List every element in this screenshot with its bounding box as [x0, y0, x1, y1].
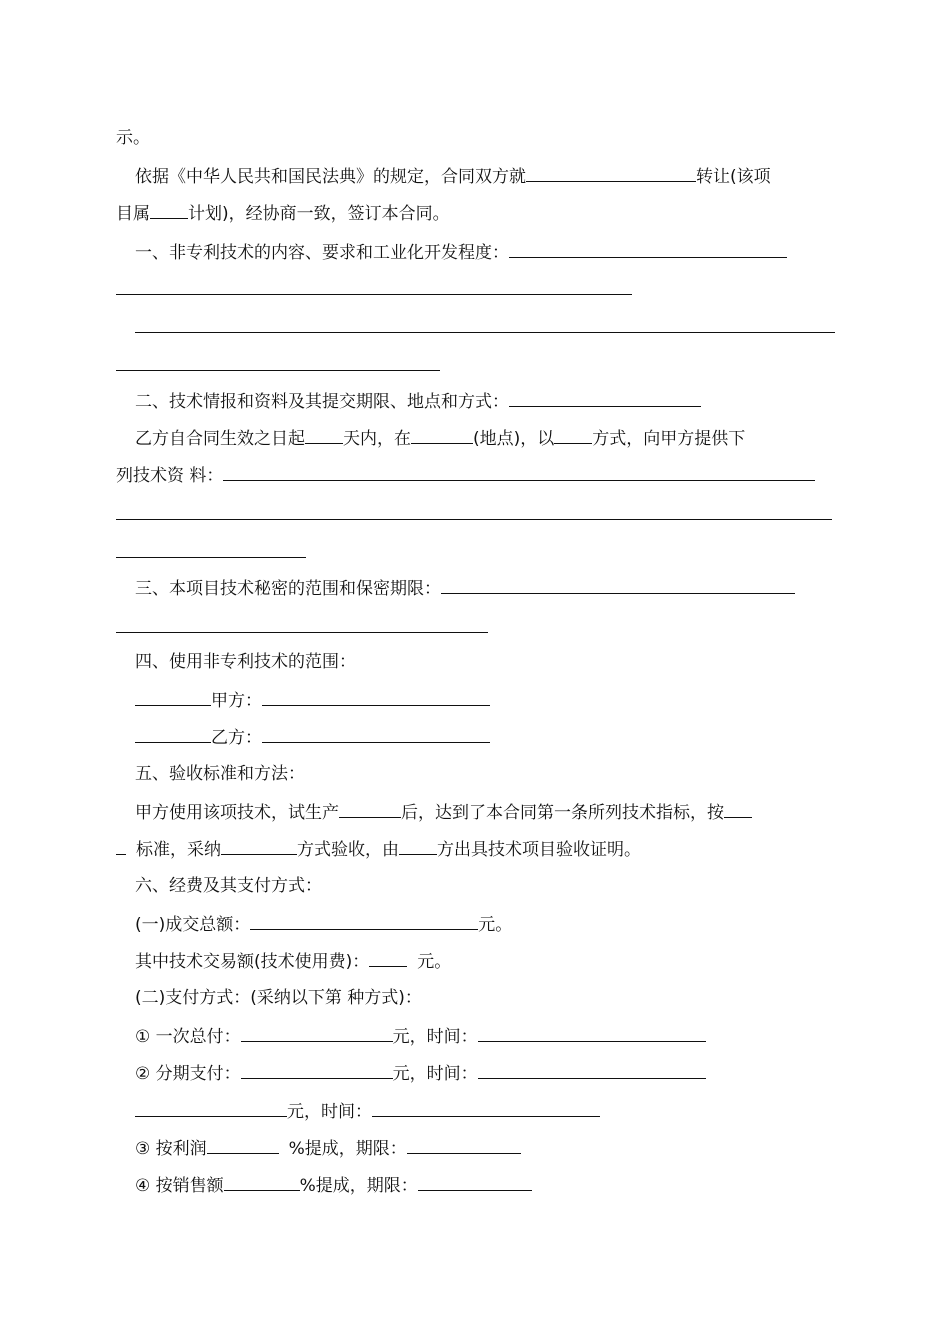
blank-install-amount: [241, 1061, 393, 1079]
section-6-heading: 六、经费及其支付方式：: [135, 876, 322, 896]
payment-installment: ② 分期支付： 元，时间：: [135, 1061, 836, 1085]
blank-section-3: [441, 576, 795, 594]
tech-fee: 其中技术交易额(技术使用费)： 元。: [135, 949, 836, 973]
payment-lump-sum: ① 一次总付： 元，时间：: [135, 1024, 836, 1048]
section-5-line-1: 甲方使用该项技术，试生产 后，达到了本合同第一条所列技术指标，按: [135, 800, 836, 824]
blank-install-time: [478, 1061, 706, 1079]
blank-sales-term: [418, 1173, 532, 1191]
payment-installment-2: 元，时间：: [135, 1099, 836, 1123]
blank-scope-b: [135, 725, 211, 743]
blank-install-time-2: [372, 1099, 600, 1117]
blank-total: [250, 912, 478, 930]
blank-section-1: [509, 240, 787, 258]
blank-profit-term: [407, 1136, 521, 1154]
blank-line: [116, 632, 488, 633]
continued-text: 示。: [116, 128, 150, 148]
blank-standard-cont: [116, 837, 126, 855]
section-2-line-1: 乙方自合同生效之日起 天内，在 (地点)，以 方式，向甲方提供下: [135, 426, 836, 450]
blank-line: [116, 370, 440, 371]
payment-sales-share: ④ 按销售额 %提成，期限：: [135, 1173, 836, 1197]
blank-install-amount-2: [135, 1099, 287, 1117]
section-2-heading: 二、技术情报和资料及其提交期限、地点和方式：: [135, 389, 836, 413]
blank-materials: [223, 463, 815, 481]
blank-certifier: [399, 837, 437, 855]
blank-line: [135, 332, 835, 333]
blank-profit-percent: [207, 1136, 279, 1154]
blank-section-2: [509, 389, 701, 407]
blank-standard: [724, 800, 752, 818]
preamble-line-2: 目属 计划)，经协商一致，签订本合同。: [116, 201, 836, 225]
section-5-heading: 五、验收标准和方法：: [135, 764, 305, 784]
party-b-scope: 乙方：: [135, 725, 836, 749]
section-4-heading: 四、使用非专利技术的范围：: [135, 652, 356, 672]
section-1-heading: 一、非专利技术的内容、要求和工业化开发程度：: [135, 240, 836, 264]
blank-days: [305, 426, 343, 444]
blank-location: [411, 426, 473, 444]
blank-tech-fee: [369, 949, 407, 967]
blank-acceptance-method: [221, 837, 297, 855]
blank-plan: [150, 201, 188, 219]
total-amount: (一)成交总额： 元。: [135, 912, 836, 936]
section-3-heading: 三、本项目技术秘密的范围和保密期限：: [135, 576, 836, 600]
blank-sales-percent: [224, 1173, 300, 1191]
preamble-line-1: 依据《中华人民共和国民法典》的规定，合同双方就 转让(该项: [135, 164, 836, 188]
blank-lump-amount: [241, 1024, 393, 1042]
blank-tech-name: [526, 164, 696, 182]
payment-method-heading: (二)支付方式：(采纳以下第 种方式)：: [135, 988, 422, 1008]
payment-profit-share: ③ 按利润 %提成，期限：: [135, 1136, 836, 1160]
section-2-line-2: 列技术资 料：: [116, 463, 836, 487]
blank-line: [116, 294, 632, 295]
blank-party-a: [262, 688, 490, 706]
party-a-scope: 甲方：: [135, 688, 836, 712]
blank-line: [116, 557, 306, 558]
blank-line: [116, 519, 832, 520]
section-5-line-2: 标准，采纳 方式验收，由 方出具技术项目验收证明。: [116, 837, 836, 861]
blank-method: [554, 426, 592, 444]
blank-lump-time: [478, 1024, 706, 1042]
blank-scope-a: [135, 688, 211, 706]
blank-trial: [339, 800, 401, 818]
blank-party-b: [262, 725, 490, 743]
